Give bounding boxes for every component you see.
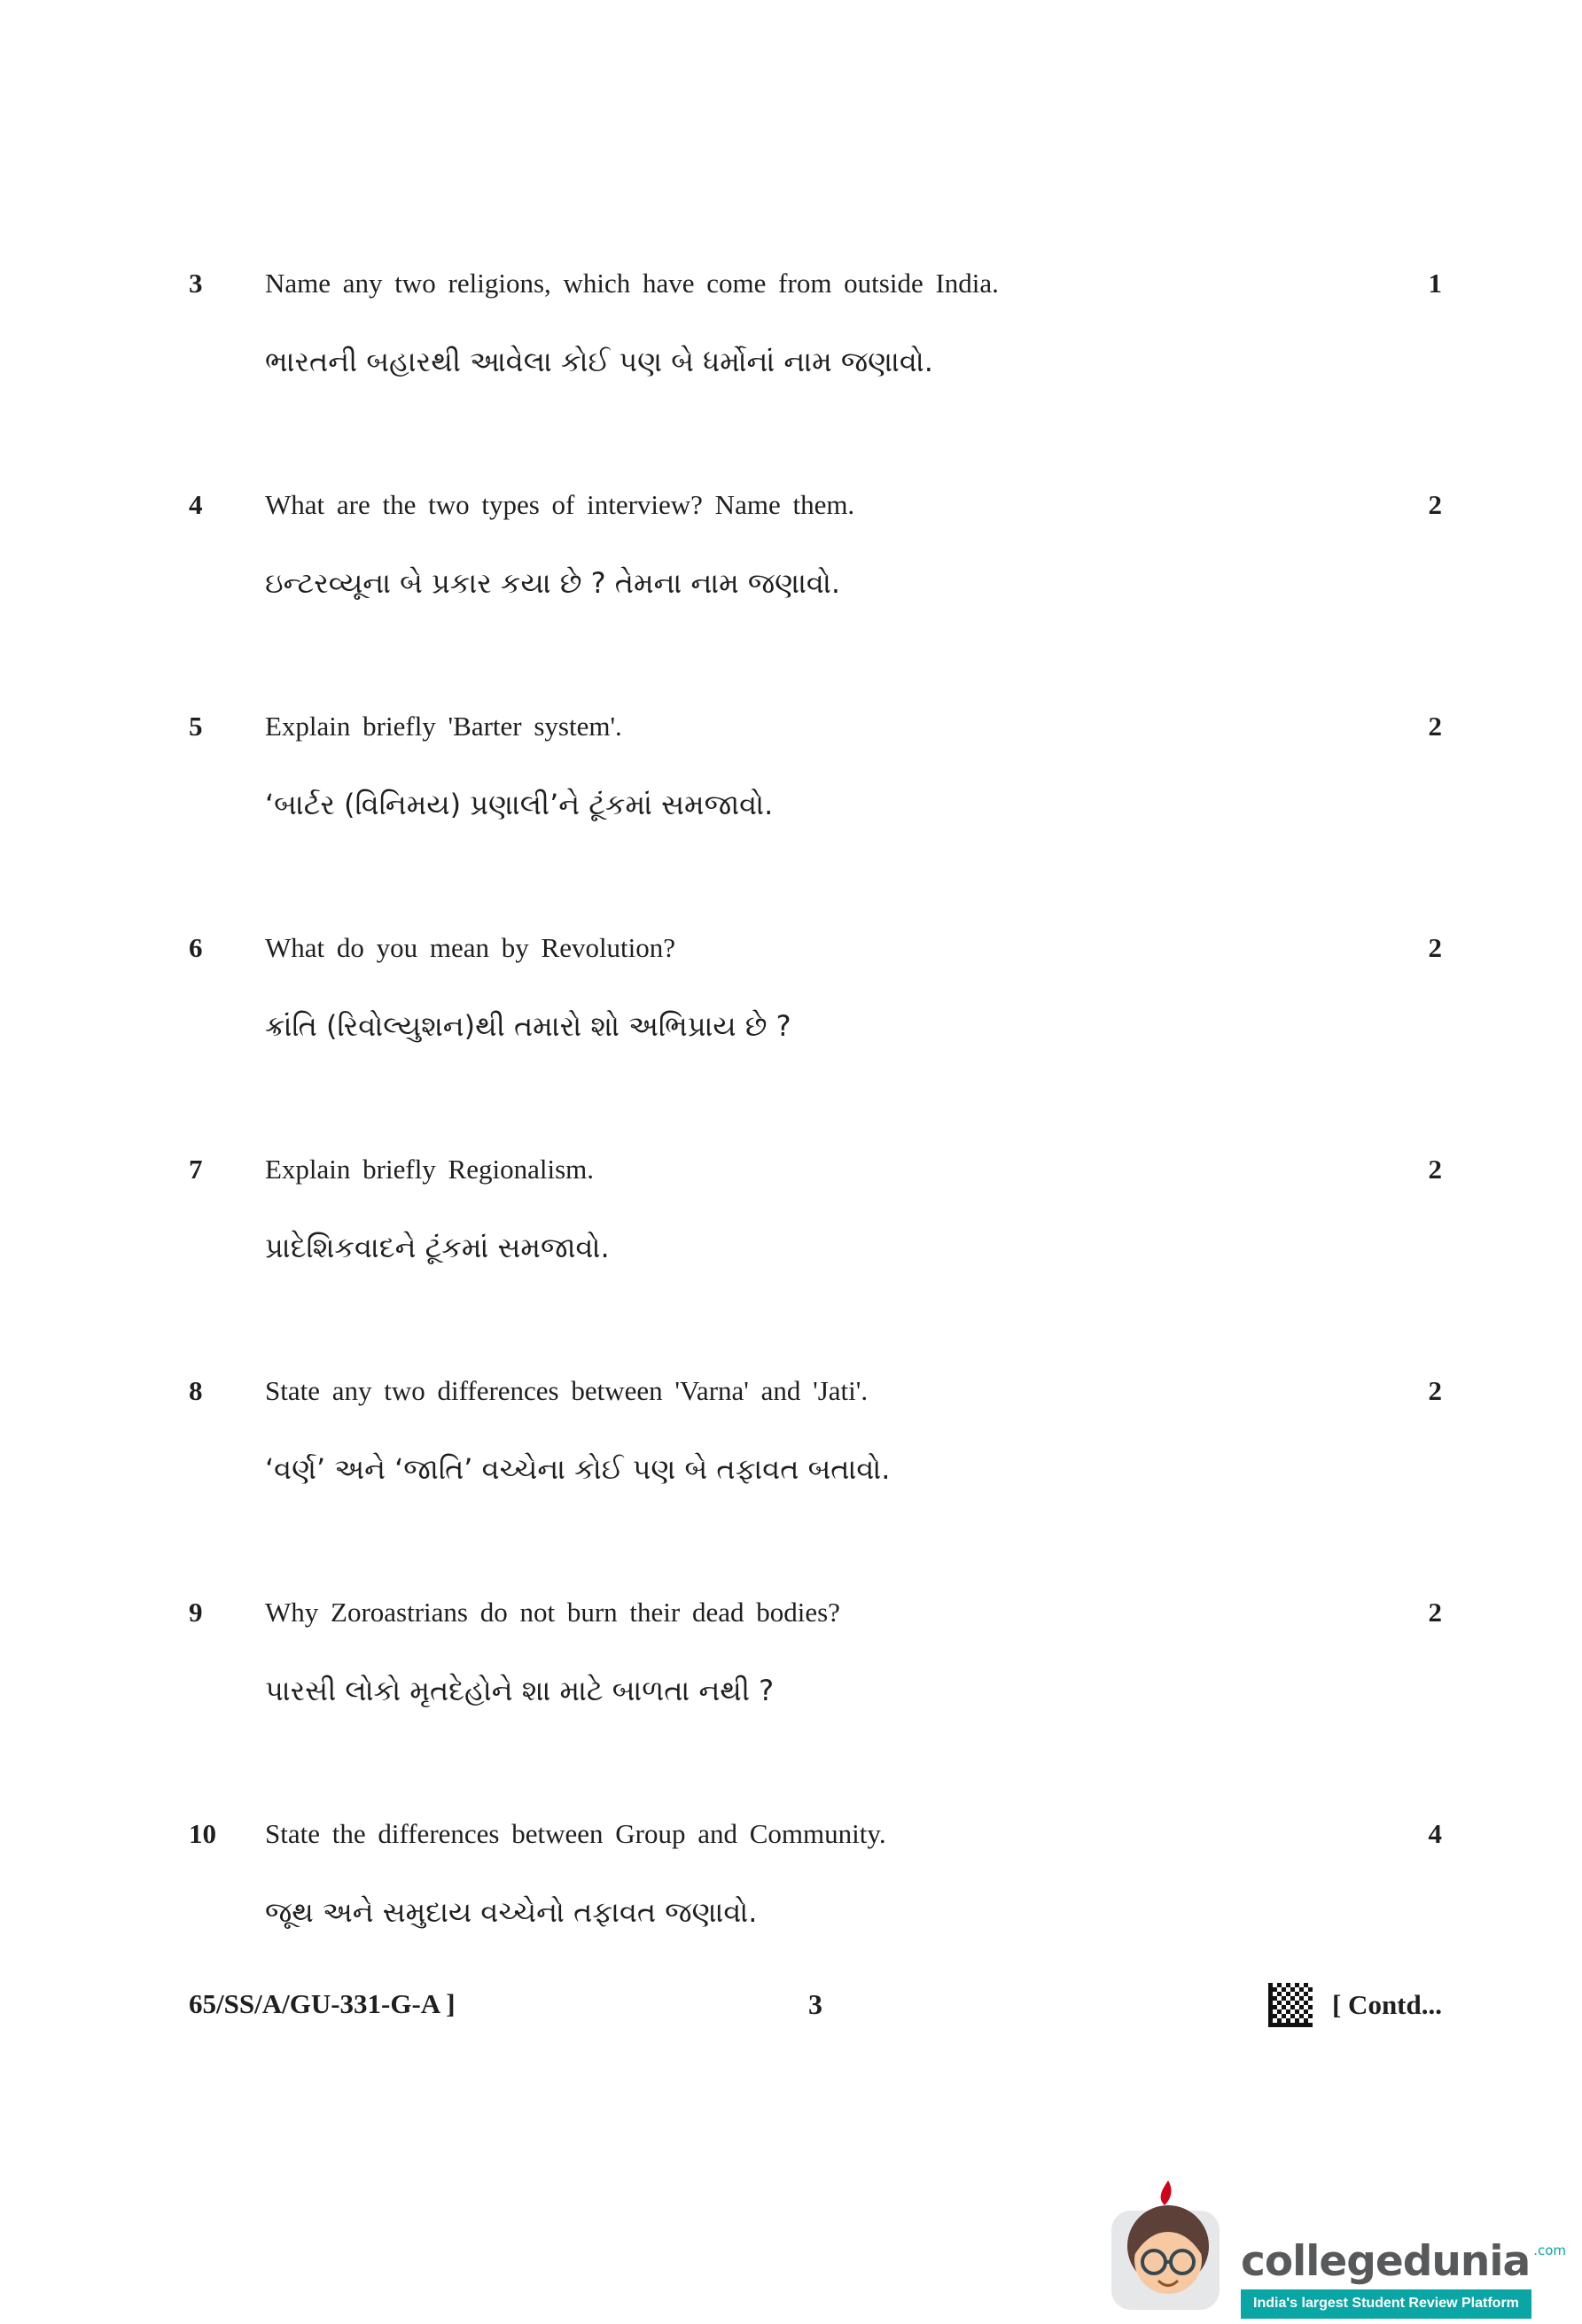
barcode-icon xyxy=(1268,1983,1313,2027)
page-footer xyxy=(189,1983,1442,2033)
question-row xyxy=(189,930,1442,1045)
question-text-english: What are the two types of interview? Name them. xyxy=(265,489,855,520)
question-row xyxy=(189,266,1442,381)
question-text-gujarati: ક્રાંતિ (રિવોલ્યુશન)થી તમારો શો અભિપ્રાય છે ? xyxy=(265,1009,791,1043)
question-text-gujarati: ભારતની બહારથી આવેલા કોઈ પણ બે ધર્મોનાં નામ જણાવો. xyxy=(265,345,933,378)
logo-tld: .com xyxy=(1533,2242,1566,2258)
logo-tagline: India's largest Student Review Platform xyxy=(1241,2289,1531,2319)
question-number: 5 xyxy=(189,711,203,742)
question-number: 7 xyxy=(189,1154,203,1185)
question-number: 8 xyxy=(189,1375,203,1406)
question-number: 9 xyxy=(189,1597,203,1628)
question-text-gujarati: જૂથ અને સમુદાય વચ્ચેનો તફાવત જણાવો. xyxy=(265,1895,758,1929)
question-body xyxy=(265,487,1389,602)
footer-page-number: 3 xyxy=(808,1988,822,2020)
question-text-english: What do you mean by Revolution? xyxy=(265,932,676,963)
question-row xyxy=(189,709,1442,824)
question-text-gujarati: ઇન્ટરવ્યૂના બે પ્રકાર કયા છે ? તેમના નામ જણાવો. xyxy=(265,566,841,600)
question-row xyxy=(189,1816,1442,1931)
question-number: 3 xyxy=(189,268,203,299)
question-body xyxy=(265,930,1389,1045)
question-number: 10 xyxy=(189,1818,216,1849)
question-body xyxy=(265,1595,1389,1710)
footer-right-group xyxy=(1268,1983,1442,2027)
collegedunia-logo xyxy=(1095,2177,1566,2319)
question-row xyxy=(189,1595,1442,1710)
question-body xyxy=(265,1816,1389,1931)
question-row xyxy=(189,1152,1442,1267)
question-marks: 1 xyxy=(1428,268,1442,299)
logo-name-row xyxy=(1241,2237,1566,2286)
question-body xyxy=(265,709,1389,824)
question-text-english: Explain briefly 'Barter system'. xyxy=(265,711,622,742)
question-text-english: Explain briefly Regionalism. xyxy=(265,1154,595,1185)
question-text-gujarati: પારસી લોકો મૃતદેહોને શા માટે બાળતા નથી ? xyxy=(265,1674,775,1707)
logo-name: collegedunia xyxy=(1241,2237,1531,2286)
question-number: 6 xyxy=(189,932,203,963)
mascot-icon xyxy=(1095,2177,1228,2319)
question-text-gujarati: પ્રાદેશિકવાદને ટૂંકમાં સમજાવો. xyxy=(265,1231,610,1264)
question-marks: 4 xyxy=(1428,1818,1442,1849)
question-marks: 2 xyxy=(1428,711,1442,742)
question-marks: 2 xyxy=(1428,1597,1442,1628)
question-body xyxy=(265,1152,1389,1267)
question-marks: 2 xyxy=(1428,1154,1442,1185)
question-text-english: Why Zoroastrians do not burn their dead bodies? xyxy=(265,1597,840,1628)
question-marks: 2 xyxy=(1428,1375,1442,1406)
question-text-english: State any two differences between 'Varna' and 'Jati'. xyxy=(265,1375,869,1406)
question-marks: 2 xyxy=(1428,932,1442,963)
question-body xyxy=(265,266,1389,381)
question-row xyxy=(189,487,1442,602)
question-body xyxy=(265,1373,1389,1488)
question-number: 4 xyxy=(189,489,203,520)
logo-text-block xyxy=(1241,2237,1566,2319)
question-row xyxy=(189,1373,1442,1488)
question-text-english: State the differences between Group and Community. xyxy=(265,1818,886,1849)
footer-paper-code: 65/SS/A/GU-331-G-A ] xyxy=(189,1988,456,2019)
question-text-gujarati: ‘વર્ણ’ અને ‘જાતિ’ વચ્ચેના કોઈ પણ બે તફાવત બતાવો. xyxy=(265,1452,891,1486)
question-marks: 2 xyxy=(1428,489,1442,520)
footer-contd-label: [ Contd... xyxy=(1331,1989,1442,2020)
question-text-gujarati: ‘બાર્ટર (વિનિમય) પ્રણાલી’ને ટૂંકમાં સમજાવો. xyxy=(265,788,774,821)
questions-section xyxy=(189,266,1442,2038)
question-text-english: Name any two religions, which have come from outside India. xyxy=(265,268,999,299)
